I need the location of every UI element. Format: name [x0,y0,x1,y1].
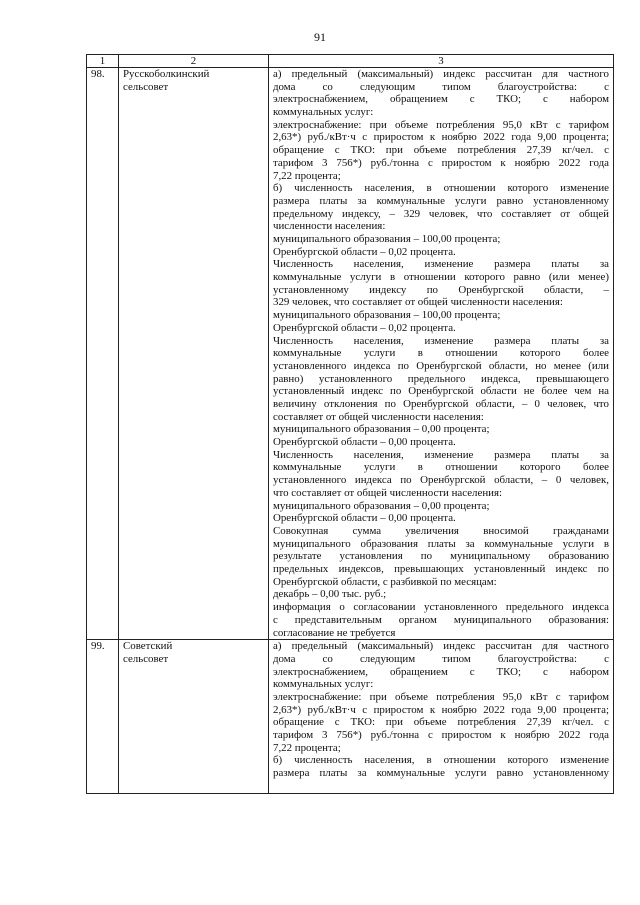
description-line: коммунальных услуг: [273,678,374,691]
description-line: декабрь – 0,00 тыс. руб.; [273,588,387,601]
description-line: Оренбургской области, с разбивкой по месяцам: [273,575,497,588]
description-line: 2,63*) руб./кВт·ч с приростом к ноябрю 2022 года 9,00 процента; [273,703,609,716]
index-description [269,640,614,794]
description-line: дома со следующим типом благоустройства: с [273,80,609,93]
description-line: обращение с ТКО: при объеме потребления 27,39 кг/чел. с [273,144,609,157]
description-line: установленный индекс по Оренбургской области не более чем на [273,385,609,398]
table-row [87,68,614,640]
description-line: электроснабжение: при объеме потребления 95,0 кВт с тарифом [273,118,609,131]
description-line: а) предельный (максимальный) индекс рассчитан для частного [273,68,609,80]
column-header: 2 [119,55,269,68]
column-header: 3 [269,55,614,68]
description-line: что составляет от общей численности населения: [273,486,503,499]
municipality-name-line: сельсовет [123,80,169,93]
description-line: согласование не требуется [273,626,396,639]
description-line: муниципального образования платы за коммунальные услуги в [273,537,609,550]
description-line: установленного индекса по Оренбургской области, – 0 человек, [273,474,609,487]
description-line: Оренбургской области – 0,00 процента. [273,436,456,449]
description-line: размера платы за коммунальные услуги равно установленному [273,767,609,780]
description-line: размера платы за коммунальные услуги равно установленному [273,194,609,207]
municipality-name [119,640,269,794]
description-line: коммунальные услуги в отношении которого равно (или менее) [273,271,609,284]
description-line: коммунальных услуг: [273,106,374,119]
row-number: 99. [87,640,119,794]
description-line: составляет от общей численности населения: [273,410,484,423]
description-line: предельных индексов, превышающих установленный индекс по [273,563,609,576]
description-line: установленному индексу по Оренбургской области, – [273,283,609,296]
description-line: с представительным органом муниципального образования: [273,613,609,626]
description-line: дома со следующим типом благоустройства: с [273,652,609,665]
description-line: муниципального образования – 100,00 процента; [273,309,501,322]
description-line: информация о согласовании установленного предельного индекса [273,601,609,614]
municipality-name-line: Русскоболкинский [123,68,210,80]
index-description [269,68,614,640]
page-number: 91 [314,30,326,44]
description-line: результате установления по муниципальному образованию [273,550,609,563]
description-line: 7,22 процента; [273,169,341,182]
table-header-row [87,55,614,68]
description-line: муниципального образования – 100,00 процента; [273,232,501,245]
description-line: Численность населения, изменение размера платы за [273,448,609,461]
description-line: Численность населения, изменение размера платы за [273,258,609,271]
description-line: установленного индекса по Оренбургской области, но менее (или [273,359,609,372]
description-line: Численность населения, изменение размера платы за [273,334,609,347]
description-line: б) численность населения, в отношении которого изменение [273,182,609,195]
row-number: 98. [87,68,119,640]
column-header: 1 [87,55,119,68]
description-line: электроснабжением, обращением с ТКО; с набором [273,665,609,678]
description-line: обращение с ТКО: при объеме потребления 27,39 кг/чел. с [273,716,609,729]
description-line: б) численность населения, в отношении которого изменение [273,754,609,767]
description-line: Оренбургской области – 0,02 процента. [273,321,456,334]
description-line: величину отклонения по Оренбургской области, – 0 человек, что [273,398,609,410]
description-line: муниципального образования – 0,00 процента; [273,499,490,512]
description-line: 7,22 процента; [273,741,341,754]
municipality-name-line: Советский [123,640,173,653]
description-line: тарифом 3 756*) руб./тонна с приростом к ноябрю 2022 года [273,729,609,742]
municipality-name-line: сельсовет [123,652,169,665]
description-line: Оренбургской области – 0,02 процента. [273,245,456,258]
description-line: муниципального образования – 0,00 процента; [273,423,490,436]
description-line: электроснабжением, обращением с ТКО; с набором [273,93,609,106]
municipality-name [119,68,269,640]
description-line: Оренбургской области – 0,00 процента. [273,512,456,525]
description-line: 329 человек, что составляет от общей численности населения: [273,296,563,309]
description-line: предельному индексу, – 329 человек, что составляет от общей [273,207,609,220]
description-line: численности населения: [273,220,386,233]
description-line: 2,63*) руб./кВт·ч с приростом к ноябрю 2022 года 9,00 процента; [273,131,609,144]
description-line: коммунальные услуги в отношении которого более [273,347,609,360]
description-line: коммунальные услуги в отношении которого более [273,461,609,474]
description-line: Совокупная сумма увеличения вносимой гражданами [273,524,609,537]
table-row [87,640,614,794]
description-line: электроснабжение: при объеме потребления 95,0 кВт с тарифом [273,690,609,703]
description-line: тарифом 3 756*) руб./тонна с приростом к ноябрю 2022 года [273,156,609,169]
description-line: равно) установленного предельного индекса, превышающего [273,372,609,385]
description-line: а) предельный (максимальный) индекс рассчитан для частного [273,640,609,653]
indices-table [86,54,614,794]
